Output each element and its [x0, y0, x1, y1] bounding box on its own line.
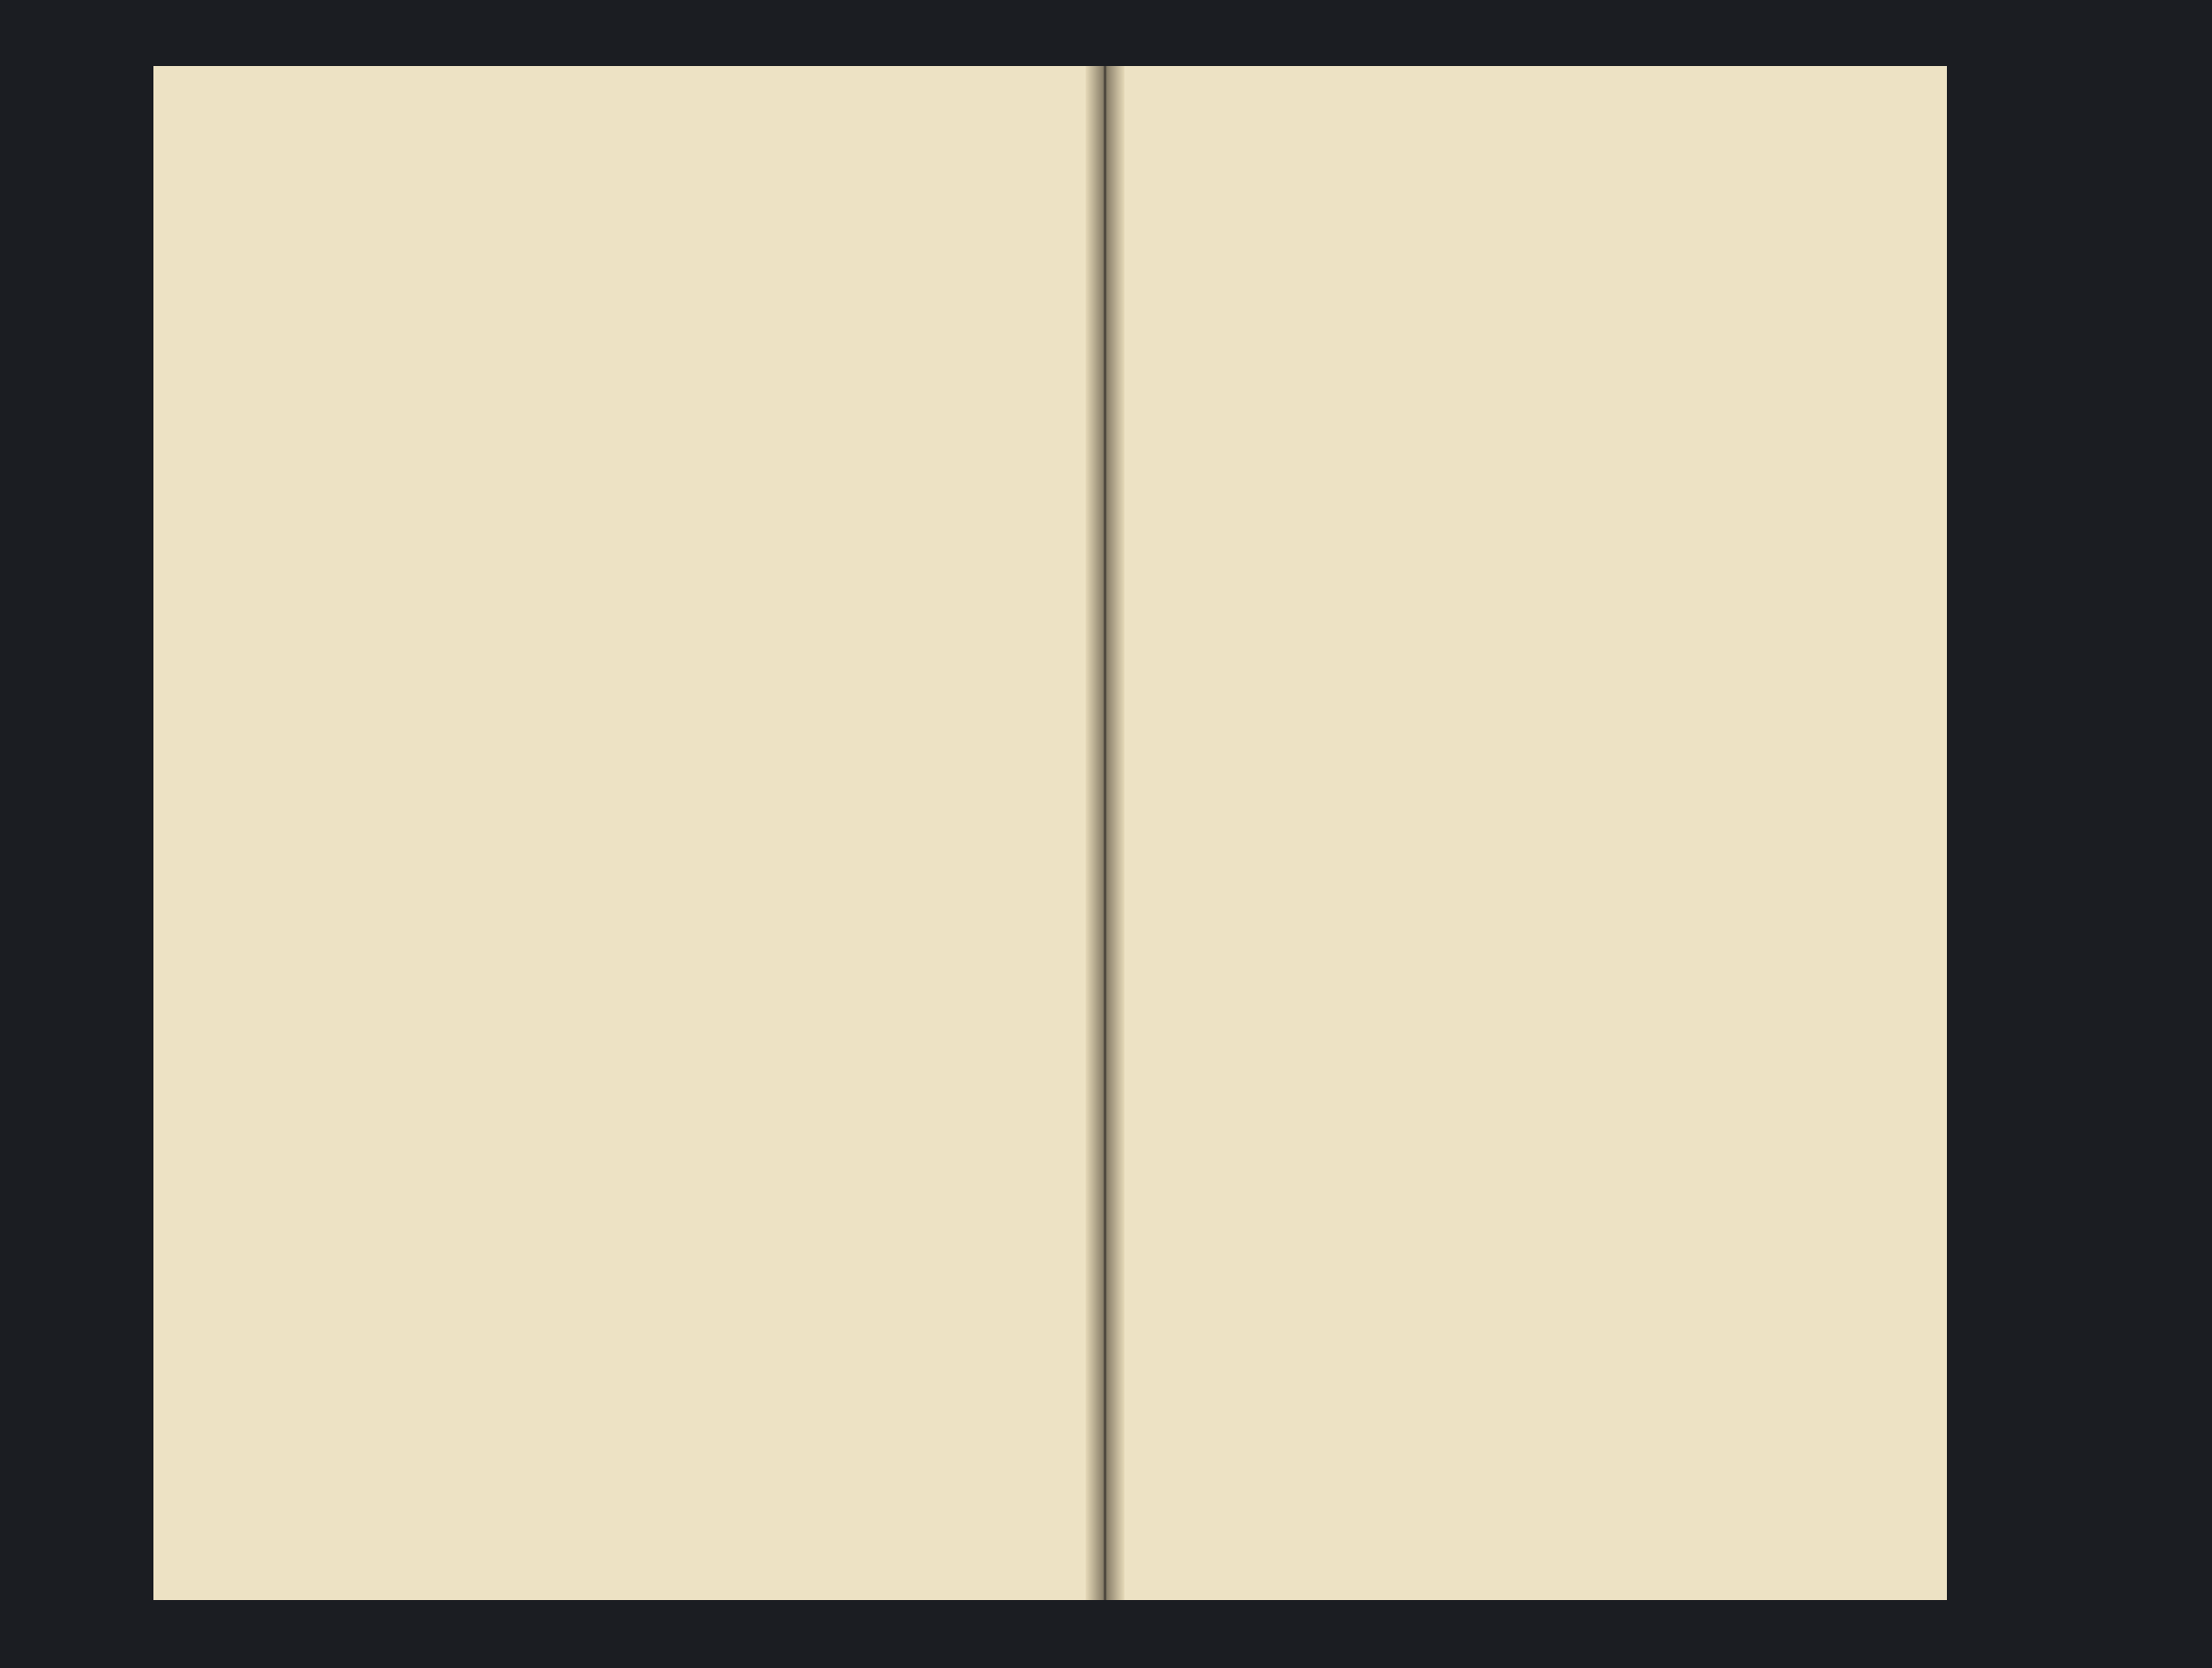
- right-page: [1115, 66, 1947, 1600]
- book-gutter: [1086, 66, 1124, 1600]
- left-page: [153, 66, 1095, 1600]
